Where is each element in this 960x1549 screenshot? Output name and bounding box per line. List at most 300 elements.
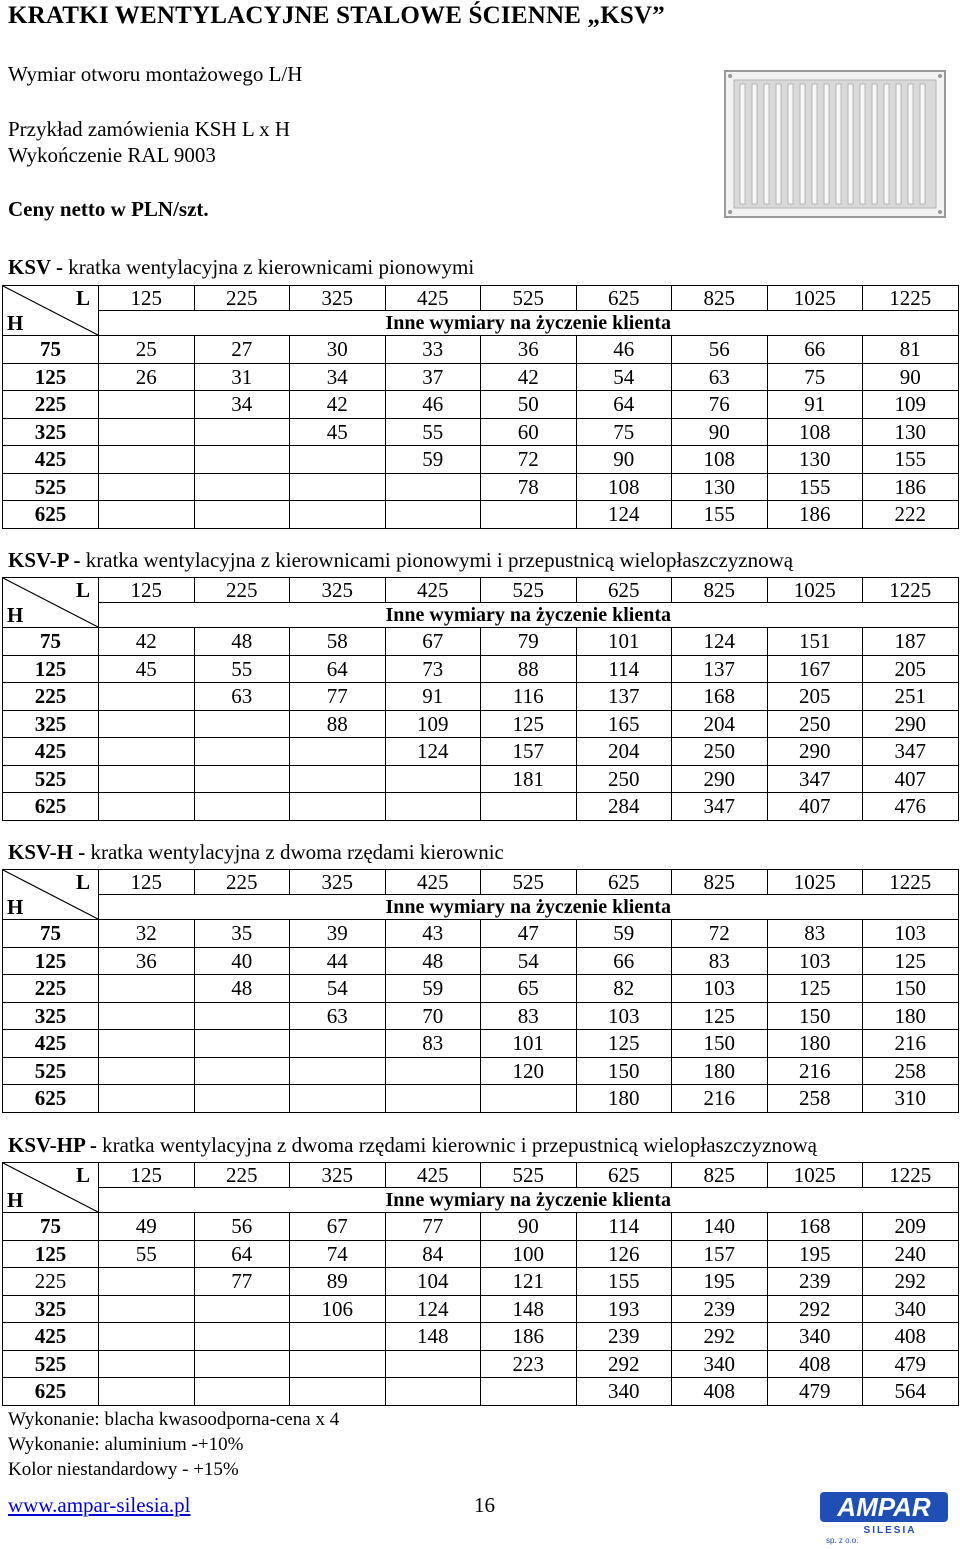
price-cell: 204: [576, 738, 672, 766]
price-cell: 50: [481, 391, 577, 419]
height-cell: 325: [3, 1295, 99, 1323]
price-table: [2, 869, 959, 1113]
price-cell: 223: [481, 1350, 577, 1378]
price-cell: 222: [863, 501, 959, 529]
price-cell: 103: [863, 920, 959, 948]
price-cell: 75: [767, 363, 863, 391]
width-header-cell: 425: [385, 1163, 481, 1188]
price-cell: [481, 1085, 577, 1113]
height-cell: 125: [3, 655, 99, 683]
price-cell: 60: [481, 418, 577, 446]
width-header-cell: 1025: [767, 286, 863, 311]
price-cell: [99, 1268, 195, 1296]
price-cell: [99, 1350, 195, 1378]
table-row: [3, 655, 959, 683]
price-cell: 157: [672, 1240, 768, 1268]
price-cell: [194, 1350, 290, 1378]
width-header-cell: 125: [99, 578, 195, 603]
height-cell: 525: [3, 1057, 99, 1085]
price-cell: 216: [767, 1057, 863, 1085]
price-cell: 250: [576, 765, 672, 793]
width-header-cell: 1225: [863, 286, 959, 311]
width-header-row: [3, 1163, 959, 1188]
finish-note: Wykończenie RAL 9003: [8, 143, 216, 167]
label-h: H: [7, 1188, 24, 1212]
price-cell: [194, 710, 290, 738]
price-cell: 347: [863, 738, 959, 766]
price-cell: [194, 793, 290, 821]
price-cell: [194, 473, 290, 501]
price-cell: [194, 1323, 290, 1351]
price-cell: 292: [863, 1268, 959, 1296]
price-cell: [290, 473, 386, 501]
price-cell: [385, 501, 481, 529]
price-cell: [385, 1085, 481, 1113]
height-cell: 525: [3, 765, 99, 793]
width-header-cell: 825: [672, 578, 768, 603]
width-header-cell: 425: [385, 578, 481, 603]
price-cell: 91: [385, 683, 481, 711]
label-h: H: [7, 895, 24, 919]
price-cell: 239: [672, 1295, 768, 1323]
price-cell: 140: [672, 1213, 768, 1241]
height-cell: 75: [3, 336, 99, 364]
price-cell: 150: [576, 1057, 672, 1085]
price-cell: 340: [576, 1378, 672, 1406]
price-cell: 83: [481, 1002, 577, 1030]
table-row: [3, 391, 959, 419]
price-cell: 26: [99, 363, 195, 391]
table-row: [3, 336, 959, 364]
price-cell: 72: [481, 446, 577, 474]
price-cell: 181: [481, 765, 577, 793]
price-cell: 109: [863, 391, 959, 419]
price-cell: 347: [767, 765, 863, 793]
grille-product-image: [724, 70, 946, 218]
width-header-cell: 625: [576, 870, 672, 895]
info-row: [3, 1188, 959, 1213]
width-header-cell: 625: [576, 1163, 672, 1188]
label-l: L: [75, 286, 90, 310]
price-cell: 63: [672, 363, 768, 391]
table-row: [3, 1030, 959, 1058]
price-cell: 116: [481, 683, 577, 711]
price-cell: 155: [672, 501, 768, 529]
price-cell: 157: [481, 738, 577, 766]
price-cell: [290, 1085, 386, 1113]
section-heading: [8, 840, 504, 865]
price-cell: [99, 418, 195, 446]
price-cell: [194, 738, 290, 766]
price-cell: 186: [863, 473, 959, 501]
price-cell: 148: [481, 1295, 577, 1323]
info-row: [3, 895, 959, 920]
price-cell: 195: [767, 1240, 863, 1268]
price-cell: [481, 793, 577, 821]
price-cell: [385, 473, 481, 501]
price-cell: 216: [863, 1030, 959, 1058]
price-cell: 77: [194, 1268, 290, 1296]
width-header-cell: 1225: [863, 1163, 959, 1188]
table-row: [3, 418, 959, 446]
price-cell: 121: [481, 1268, 577, 1296]
table-row: [3, 765, 959, 793]
width-header-cell: 825: [672, 286, 768, 311]
section-heading: [8, 1133, 817, 1158]
price-cell: 167: [767, 655, 863, 683]
width-header-cell: 325: [290, 1163, 386, 1188]
width-header-cell: 225: [194, 286, 290, 311]
price-cell: 74: [290, 1240, 386, 1268]
footnote-stainless: Wykonanie: blacha kwasoodporna-cena x 4: [8, 1409, 340, 1430]
price-cell: 64: [576, 391, 672, 419]
price-cell: 103: [672, 975, 768, 1003]
price-cell: 250: [767, 710, 863, 738]
price-cell: [99, 1030, 195, 1058]
price-cell: 125: [863, 947, 959, 975]
price-cell: 58: [290, 628, 386, 656]
price-cell: 130: [672, 473, 768, 501]
price-cell: 56: [194, 1213, 290, 1241]
price-cell: 90: [576, 446, 672, 474]
footnote-color: Kolor niestandardowy - +15%: [8, 1459, 239, 1480]
price-cell: 55: [385, 418, 481, 446]
price-cell: 25: [99, 336, 195, 364]
price-cell: 43: [385, 920, 481, 948]
price-cell: 59: [576, 920, 672, 948]
other-sizes-note: Inne wymiary na życzenie klienta: [99, 895, 959, 920]
price-cell: 130: [767, 446, 863, 474]
section-description: kratka wentylacyjna z kierownicami pionowymi: [63, 255, 475, 279]
table-row: [3, 738, 959, 766]
price-cell: 120: [481, 1057, 577, 1085]
price-cell: 209: [863, 1213, 959, 1241]
table-row: [3, 710, 959, 738]
section-description: kratka wentylacyjna z dwoma rzędami kierownic: [85, 840, 504, 864]
price-cell: 258: [863, 1057, 959, 1085]
price-cell: 32: [99, 920, 195, 948]
width-header-cell: 225: [194, 1163, 290, 1188]
price-cell: 27: [194, 336, 290, 364]
price-cell: 165: [576, 710, 672, 738]
height-cell: 425: [3, 1323, 99, 1351]
price-cell: [290, 501, 386, 529]
table-row: [3, 473, 959, 501]
price-cell: 187: [863, 628, 959, 656]
price-cell: 408: [863, 1323, 959, 1351]
price-cell: [99, 446, 195, 474]
logo-text: AMPAR: [837, 1492, 931, 1522]
price-cell: [290, 1030, 386, 1058]
price-cell: 42: [99, 628, 195, 656]
price-cell: [194, 418, 290, 446]
price-cell: [194, 501, 290, 529]
table-row: [3, 501, 959, 529]
price-cell: 66: [767, 336, 863, 364]
price-cell: 103: [576, 1002, 672, 1030]
price-cell: 81: [863, 336, 959, 364]
price-cell: 108: [576, 473, 672, 501]
price-cell: 240: [863, 1240, 959, 1268]
price-cell: 39: [290, 920, 386, 948]
price-cell: 407: [767, 793, 863, 821]
price-cell: [99, 765, 195, 793]
price-cell: 130: [863, 418, 959, 446]
price-cell: 340: [767, 1323, 863, 1351]
price-cell: 36: [481, 336, 577, 364]
width-header-row: [3, 286, 959, 311]
height-cell: 125: [3, 1240, 99, 1268]
price-cell: 56: [672, 336, 768, 364]
price-cell: 44: [290, 947, 386, 975]
mount-size-note: Wymiar otworu montażowego L/H: [8, 62, 303, 86]
width-header-cell: 525: [481, 870, 577, 895]
price-cell: 205: [863, 655, 959, 683]
price-cell: 34: [194, 391, 290, 419]
price-cell: [99, 391, 195, 419]
price-cell: 290: [672, 765, 768, 793]
table-row: [3, 793, 959, 821]
table-row: [3, 975, 959, 1003]
price-cell: 82: [576, 975, 672, 1003]
price-cell: 564: [863, 1378, 959, 1406]
table-row: [3, 1240, 959, 1268]
price-cell: [99, 1295, 195, 1323]
price-cell: 101: [576, 628, 672, 656]
price-cell: [99, 710, 195, 738]
width-header-cell: 225: [194, 578, 290, 603]
price-cell: [290, 1378, 386, 1406]
price-cell: [290, 1057, 386, 1085]
price-cell: 125: [767, 975, 863, 1003]
price-cell: 290: [767, 738, 863, 766]
price-cell: 46: [576, 336, 672, 364]
price-cell: 31: [194, 363, 290, 391]
price-cell: 180: [863, 1002, 959, 1030]
price-cell: 479: [863, 1350, 959, 1378]
price-cell: 180: [672, 1057, 768, 1085]
price-cell: 258: [767, 1085, 863, 1113]
table-row: [3, 920, 959, 948]
price-cell: 70: [385, 1002, 481, 1030]
corner-cell: [3, 1163, 99, 1213]
width-header-cell: 525: [481, 286, 577, 311]
price-cell: 239: [767, 1268, 863, 1296]
price-cell: 67: [290, 1213, 386, 1241]
price-cell: 137: [672, 655, 768, 683]
price-cell: 408: [672, 1378, 768, 1406]
price-table: [2, 285, 959, 529]
price-cell: 45: [99, 655, 195, 683]
logo-sub: SILESIA: [863, 1525, 917, 1536]
table-row: [3, 628, 959, 656]
height-cell: 425: [3, 738, 99, 766]
price-cell: 106: [290, 1295, 386, 1323]
price-cell: 66: [576, 947, 672, 975]
price-cell: [290, 446, 386, 474]
price-cell: 108: [672, 446, 768, 474]
section-heading: [8, 548, 793, 573]
height-cell: 225: [3, 683, 99, 711]
price-cell: [481, 501, 577, 529]
price-cell: 150: [863, 975, 959, 1003]
price-cell: 408: [767, 1350, 863, 1378]
height-cell: 525: [3, 473, 99, 501]
price-cell: 292: [767, 1295, 863, 1323]
price-cell: 292: [576, 1350, 672, 1378]
price-cell: 49: [99, 1213, 195, 1241]
width-header-cell: 525: [481, 1163, 577, 1188]
price-cell: 310: [863, 1085, 959, 1113]
section-code: KSV-HP -: [8, 1133, 97, 1157]
price-cell: 124: [385, 738, 481, 766]
price-cell: 124: [576, 501, 672, 529]
section-description: kratka wentylacyjna z dwoma rzędami kierownic i przepustnicą wielopłaszczyznową: [96, 1133, 817, 1157]
price-cell: 63: [290, 1002, 386, 1030]
price-cell: 72: [672, 920, 768, 948]
price-cell: [194, 1057, 290, 1085]
table-row: [3, 1295, 959, 1323]
price-cell: 250: [672, 738, 768, 766]
price-cell: 239: [576, 1323, 672, 1351]
height-cell: 325: [3, 418, 99, 446]
info-row: [3, 311, 959, 336]
price-cell: 54: [290, 975, 386, 1003]
price-cell: 90: [863, 363, 959, 391]
price-cell: [385, 765, 481, 793]
price-cell: 77: [290, 683, 386, 711]
price-cell: 114: [576, 655, 672, 683]
price-cell: 67: [385, 628, 481, 656]
price-cell: 168: [767, 1213, 863, 1241]
price-cell: [290, 765, 386, 793]
table-row: [3, 1268, 959, 1296]
width-header-cell: 125: [99, 286, 195, 311]
footnote-aluminium: Wykonanie: aluminium -+10%: [8, 1434, 244, 1455]
price-cell: 48: [194, 628, 290, 656]
label-h: H: [7, 603, 24, 627]
price-cell: 45: [290, 418, 386, 446]
height-cell: 625: [3, 1378, 99, 1406]
price-cell: 148: [385, 1323, 481, 1351]
table-row: [3, 683, 959, 711]
width-header-cell: 425: [385, 286, 481, 311]
other-sizes-note: Inne wymiary na życzenie klienta: [99, 603, 959, 628]
price-cell: 54: [576, 363, 672, 391]
height-cell: 225: [3, 975, 99, 1003]
price-cell: 77: [385, 1213, 481, 1241]
price-cell: [194, 1378, 290, 1406]
price-cell: 40: [194, 947, 290, 975]
section-code: KSV-H -: [8, 840, 86, 864]
width-header-cell: 325: [290, 578, 386, 603]
price-cell: 30: [290, 336, 386, 364]
price-cell: [194, 765, 290, 793]
price-cell: 64: [194, 1240, 290, 1268]
price-cell: 150: [767, 1002, 863, 1030]
price-cell: 75: [576, 418, 672, 446]
price-cell: 42: [290, 391, 386, 419]
table-row: [3, 1323, 959, 1351]
price-cell: 91: [767, 391, 863, 419]
section-code: KSV-P -: [8, 548, 81, 572]
width-header-cell: 1225: [863, 870, 959, 895]
price-cell: 476: [863, 793, 959, 821]
height-cell: 625: [3, 1085, 99, 1113]
price-cell: 76: [672, 391, 768, 419]
price-cell: 124: [385, 1295, 481, 1323]
page-number: 16: [474, 1493, 495, 1517]
price-cell: [194, 1002, 290, 1030]
height-cell: 225: [3, 1268, 99, 1296]
price-cell: 205: [767, 683, 863, 711]
label-h: H: [7, 311, 24, 335]
price-cell: 73: [385, 655, 481, 683]
price-cell: 54: [481, 947, 577, 975]
price-cell: [385, 1057, 481, 1085]
table-row: [3, 1057, 959, 1085]
price-cell: 137: [576, 683, 672, 711]
price-cell: 48: [385, 947, 481, 975]
price-cell: 108: [767, 418, 863, 446]
price-cell: 407: [863, 765, 959, 793]
section-description: kratka wentylacyjna z kierownicami pionowymi i przepustnicą wielopłaszczyznową: [80, 548, 794, 572]
price-cell: [290, 1350, 386, 1378]
width-header-cell: 625: [576, 286, 672, 311]
price-cell: 340: [863, 1295, 959, 1323]
price-cell: [99, 683, 195, 711]
ampar-logo: [818, 1488, 950, 1546]
width-header-cell: 825: [672, 870, 768, 895]
table-row: [3, 446, 959, 474]
price-cell: [194, 1085, 290, 1113]
price-cell: [194, 1295, 290, 1323]
price-cell: 59: [385, 975, 481, 1003]
width-header-cell: 625: [576, 578, 672, 603]
price-cell: 126: [576, 1240, 672, 1268]
width-header-cell: 325: [290, 870, 386, 895]
price-cell: 83: [767, 920, 863, 948]
price-cell: 290: [863, 710, 959, 738]
price-cell: 193: [576, 1295, 672, 1323]
prices-note: Ceny netto w PLN/szt.: [8, 197, 209, 221]
price-cell: 64: [290, 655, 386, 683]
price-cell: [385, 1378, 481, 1406]
website-link[interactable]: www.ampar-silesia.pl: [8, 1493, 191, 1517]
table-row: [3, 1350, 959, 1378]
price-cell: 46: [385, 391, 481, 419]
price-cell: 125: [481, 710, 577, 738]
price-cell: [99, 1378, 195, 1406]
price-cell: [290, 1323, 386, 1351]
price-cell: 48: [194, 975, 290, 1003]
info-row: [3, 603, 959, 628]
price-cell: [99, 1323, 195, 1351]
width-header-cell: 125: [99, 870, 195, 895]
height-cell: 325: [3, 710, 99, 738]
width-header-cell: 825: [672, 1163, 768, 1188]
price-cell: 155: [863, 446, 959, 474]
label-l: L: [75, 870, 90, 894]
price-table: [2, 1162, 959, 1406]
price-cell: [481, 1378, 577, 1406]
width-header-cell: 125: [99, 1163, 195, 1188]
height-cell: 425: [3, 1030, 99, 1058]
price-cell: 125: [576, 1030, 672, 1058]
price-cell: 55: [194, 655, 290, 683]
price-cell: 88: [481, 655, 577, 683]
height-cell: 75: [3, 628, 99, 656]
